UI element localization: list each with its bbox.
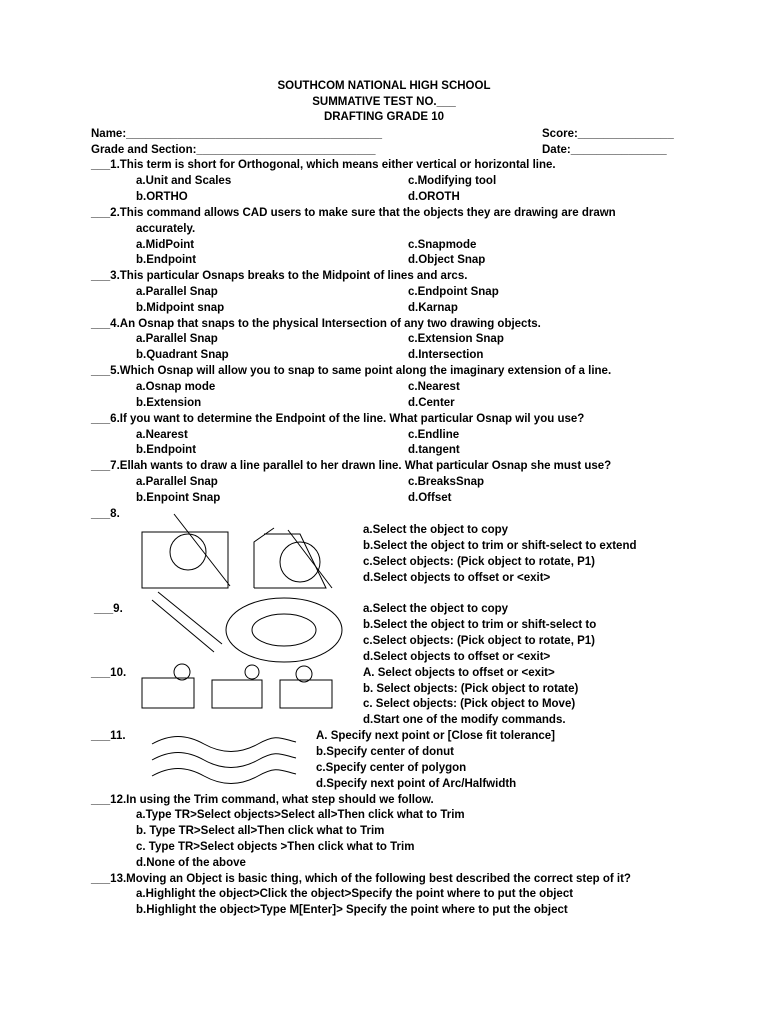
q10-option-c: c. Select objects: (Pick object to Move) (363, 698, 576, 710)
q2-option-d: d.Object Snap (408, 254, 486, 266)
q8-option-c: c.Select objects: (Pick object to rotate, P1) (363, 556, 595, 568)
q3-option-d: d.Karnap (408, 302, 458, 314)
q9-option-a: a.Select the object to copy (363, 603, 509, 615)
question-12-stem: ___12.In using the Trim command, what step should we follow. (91, 794, 434, 806)
q6-option-a: a.Nearest (136, 429, 188, 441)
q7-option-c: c.BreaksSnap (408, 476, 485, 488)
q7-option-a: a.Parallel Snap (136, 476, 218, 488)
question-2-stem: ___2.This command allows CAD users to make sure that the objects they are drawing are drawn (91, 207, 616, 219)
q8-option-a: a.Select the object to copy (363, 524, 509, 536)
q5-option-a: a.Osnap mode (136, 381, 216, 393)
q9-option-c: c.Select objects: (Pick object to rotate, P1) (363, 635, 595, 647)
school-name: SOUTHCOM NATIONAL HIGH SCHOOL (277, 80, 491, 92)
question-11-number: ___11. (91, 730, 126, 742)
q5-option-b: b.Extension (136, 397, 202, 409)
score-field: Score:_______________ (542, 128, 674, 140)
q6-option-b: b.Endpoint (136, 444, 197, 456)
q2-option-b: b.Endpoint (136, 254, 197, 266)
q11-option-b: b.Specify center of donut (316, 746, 455, 758)
q9-figure (150, 590, 350, 672)
question-5-stem: ___5.Which Osnap will allow you to snap to same point along the imaginary extension of a line. (91, 365, 612, 377)
question-2-stem-cont: accurately. (136, 223, 196, 235)
q11-option-c: c.Specify center of polygon (316, 762, 467, 774)
date-field: Date:_______________ (542, 144, 667, 156)
q8-figure (136, 512, 348, 596)
question-8-number: ___8. (91, 508, 120, 520)
q8-option-b: b.Select the object to trim or shift-select to extend (363, 540, 637, 552)
name-field: Name:________________________________________ (91, 128, 382, 140)
q11-figure (150, 732, 300, 786)
subject-title: DRAFTING GRADE 10 (323, 111, 445, 123)
q1-option-c: c.Modifying tool (408, 175, 497, 187)
question-9-number: ___9. (94, 603, 123, 615)
q5-option-c: c.Nearest (408, 381, 460, 393)
question-6-stem: ___6.If you want to determine the Endpoint of the line. What particular Osnap wil you use? (91, 413, 585, 425)
q7-option-b: b.Enpoint Snap (136, 492, 221, 504)
q12-option-a: a.Type TR>Select objects>Select all>Then click what to Trim (136, 809, 465, 821)
q13-option-a: a.Highlight the object>Click the object>Specify the point where to put the object (136, 888, 574, 900)
q3-option-a: a.Parallel Snap (136, 286, 218, 298)
q2-option-a: a.MidPoint (136, 239, 195, 251)
question-4-stem: ___4.An Osnap that snaps to the physical Intersection of any two drawing objects. (91, 318, 541, 330)
q10-option-a: A. Select objects to offset or <exit> (363, 667, 555, 679)
q3-option-b: b.Midpoint snap (136, 302, 225, 314)
q6-option-c: c.Endline (408, 429, 460, 441)
q8-option-d: d.Select objects to offset or <exit> (363, 572, 551, 584)
q12-option-c: c. Type TR>Select objects >Then click what to Trim (136, 841, 415, 853)
q5-option-d: d.Center (408, 397, 455, 409)
q6-option-d: d.tangent (408, 444, 460, 456)
q10-option-d: d.Start one of the modify commands. (363, 714, 566, 726)
grade-section-field: Grade and Section:____________________________ (91, 144, 376, 156)
q4-option-b: b.Quadrant Snap (136, 349, 229, 361)
q3-option-c: c.Endpoint Snap (408, 286, 499, 298)
q13-option-b: b.Highlight the object>Type M[Enter]> Specify the point where to put the object (136, 904, 568, 916)
q4-option-d: d.Intersection (408, 349, 484, 361)
q12-option-d: d.None of the above (136, 857, 246, 869)
q4-option-a: a.Parallel Snap (136, 333, 218, 345)
q12-option-b: b. Type TR>Select all>Then click what to Trim (136, 825, 385, 837)
q9-option-d: d.Select objects to offset or <exit> (363, 651, 551, 663)
q1-option-b: b.ORTHO (136, 191, 188, 203)
q10-option-b: b. Select objects: (Pick object to rotate) (363, 683, 579, 695)
question-3-stem: ___3.This particular Osnaps breaks to the Midpoint of lines and arcs. (91, 270, 468, 282)
q10-figure (138, 662, 338, 714)
question-7-stem: ___7.Ellah wants to draw a line parallel to her drawn line. What particular Osnap she must use? (91, 460, 612, 472)
q11-option-d: d.Specify next point of Arc/Halfwidth (316, 778, 517, 790)
q11-option-a: A. Specify next point or [Close fit tolerance] (316, 730, 555, 742)
test-title: SUMMATIVE TEST NO.___ (312, 96, 456, 108)
question-10-number: ___10. (91, 667, 127, 679)
q1-option-a: a.Unit and Scales (136, 175, 232, 187)
question-1-stem: ___1.This term is short for Orthogonal, which means either vertical or horizontal line. (91, 159, 556, 171)
q4-option-c: c.Extension Snap (408, 333, 504, 345)
q1-option-d: d.OROTH (408, 191, 460, 203)
question-13-stem: ___13.Moving an Object is basic thing, which of the following best described the correct step of it? (91, 873, 631, 885)
q7-option-d: d.Offset (408, 492, 452, 504)
q9-option-b: b.Select the object to trim or shift-select to (363, 619, 597, 631)
q2-option-c: c.Snapmode (408, 239, 477, 251)
